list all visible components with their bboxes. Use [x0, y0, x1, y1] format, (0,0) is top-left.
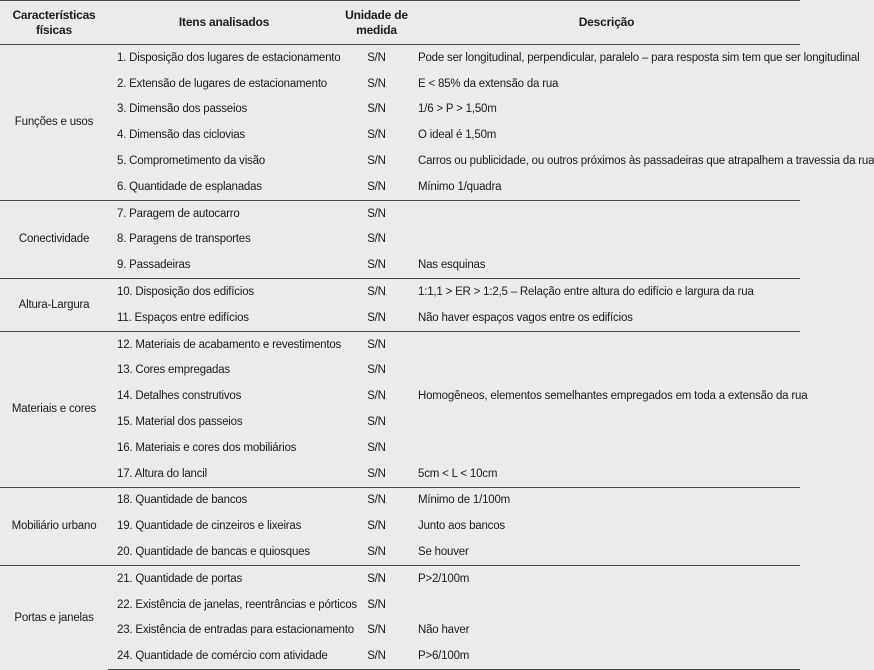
unit-cell: S/N — [340, 487, 413, 513]
description-cell: 1:1,1 > ER > 1:2,5 – Relação entre altura do edifício e largura da rua — [413, 279, 800, 305]
item-cell: 22. Existência de janelas, reentrâncias e pórticos — [117, 598, 357, 611]
table-row — [0, 71, 800, 97]
item-cell: 4. Dimensão das ciclovias — [117, 129, 245, 142]
table-row — [0, 643, 800, 669]
header-itens: Itens analisados — [108, 1, 340, 45]
unit-cell: S/N — [340, 331, 413, 357]
description-cell: Mínimo de 1/100m — [413, 487, 800, 513]
description-cell: Carros ou publicidade, ou outros próximos às passadeiras que atrapalhem a travessia da rua — [418, 155, 874, 168]
item-cell: 18. Quantidade de bancos — [108, 487, 340, 513]
unit-cell: S/N — [340, 565, 413, 591]
unit-cell: S/N — [367, 546, 386, 559]
unit-cell: S/N — [367, 598, 386, 611]
item-cell: 1. Disposição dos lugares de estacionamento — [108, 45, 340, 71]
table-row — [0, 174, 800, 200]
unit-cell: S/N — [340, 279, 413, 305]
table-row — [0, 252, 800, 278]
description-cell — [413, 331, 800, 357]
item-cell: 20. Quantidade de bancas e quiosques — [117, 546, 310, 559]
table-row — [0, 122, 800, 148]
description-cell: Junto aos bancos — [418, 520, 505, 533]
unit-cell: S/N — [367, 311, 386, 324]
item-cell: 12. Materiais de acabamento e revestimentos — [108, 331, 340, 357]
unit-cell: S/N — [367, 467, 386, 480]
description-cell: P>6/100m — [413, 643, 800, 669]
item-cell: 21. Quantidade de portas — [108, 565, 340, 591]
table-row — [0, 487, 800, 513]
category-cell: Mobiliário urbano — [0, 487, 108, 565]
unit-cell: S/N — [367, 441, 386, 454]
table-row — [0, 565, 800, 591]
unit-cell: S/N — [367, 77, 386, 90]
item-cell: 15. Material dos passeios — [117, 416, 243, 429]
unit-cell: S/N — [340, 643, 413, 669]
header-row — [0, 1, 800, 45]
table-row — [0, 618, 800, 644]
table-row — [0, 539, 800, 565]
table-row — [0, 513, 800, 539]
table-row — [0, 227, 800, 253]
item-cell: 17. Altura do lancil — [117, 467, 207, 480]
table-row — [0, 97, 800, 123]
item-cell: 7. Paragem de autocarro — [108, 200, 340, 226]
category-cell: Altura-Largura — [0, 279, 108, 332]
description-cell: E < 85% da extensão da rua — [418, 77, 559, 90]
description-cell: P>2/100m — [413, 565, 800, 591]
description-cell: Nas esquinas — [418, 259, 486, 272]
unit-cell: S/N — [367, 416, 386, 429]
table-row — [0, 592, 800, 618]
unit-cell: S/N — [367, 155, 386, 168]
unit-cell: S/N — [367, 233, 386, 246]
table-row — [0, 409, 800, 435]
item-cell: 23. Existência de entradas para estacionamento — [117, 624, 354, 637]
item-cell: 6. Quantidade de esplanadas — [117, 180, 262, 193]
table-row — [0, 279, 800, 305]
description-cell: Se houver — [418, 546, 469, 559]
description-cell: 1/6 > P > 1,50m — [418, 103, 497, 116]
item-cell: 3. Dimensão dos passeios — [117, 103, 248, 116]
table-row — [0, 305, 800, 331]
category-cell: Conectividade — [0, 200, 108, 278]
item-cell: 14. Detalhes construtivos — [117, 390, 242, 403]
description-cell: 5cm < L < 10cm — [418, 467, 498, 480]
unit-cell: S/N — [367, 103, 386, 116]
category-cell: Funções e usos — [0, 45, 108, 201]
header-unidade: Unidade de medida — [340, 1, 413, 45]
unit-cell: S/N — [367, 390, 386, 403]
table-row — [0, 200, 800, 226]
description-cell — [413, 409, 800, 435]
description-cell: Pode ser longitudinal, perpendicular, paralelo – para resposta sim tem que ser longitudinal — [413, 45, 800, 71]
description-cell — [413, 358, 800, 384]
description-cell: Não haver espaços vagos entre os edifícios — [418, 311, 633, 324]
table-row — [0, 358, 800, 384]
category-cell: Materiais e cores — [0, 331, 108, 487]
item-cell: 11. Espaços entre edifícios — [117, 311, 249, 324]
unit-cell: S/N — [367, 259, 386, 272]
item-cell: 9. Passadeiras — [117, 259, 191, 272]
item-cell: 13. Cores empregadas — [117, 364, 230, 377]
table-row — [0, 148, 800, 174]
unit-cell: S/N — [367, 520, 386, 533]
unit-cell: S/N — [340, 45, 413, 71]
description-cell — [413, 435, 800, 461]
item-cell: 10. Disposição dos edifícios — [108, 279, 340, 305]
description-cell — [413, 200, 800, 226]
category-cell: Portas e janelas — [0, 565, 108, 669]
unit-cell: S/N — [367, 180, 386, 193]
description-cell: O ideal é 1,50m — [418, 129, 497, 142]
unit-cell: S/N — [367, 624, 386, 637]
description-cell: Homogêneos, elementos semelhantes empregados em toda a extensão da rua — [418, 390, 808, 403]
item-cell: 19. Quantidade de cinzeiros e lixeiras — [117, 520, 302, 533]
item-cell: 24. Quantidade de comércio com atividade — [108, 643, 340, 669]
description-cell: Mínimo 1/quadra — [418, 180, 502, 193]
header-descricao: Descrição — [413, 1, 800, 45]
unit-cell: S/N — [367, 129, 386, 142]
item-cell: 5. Comprometimento da visão — [117, 155, 266, 168]
description-cell — [413, 227, 800, 253]
item-cell: 16. Materiais e cores dos mobiliários — [117, 441, 297, 454]
table-row — [0, 45, 800, 71]
table-row — [0, 383, 800, 409]
item-cell: 8. Paragens de transportes — [117, 233, 251, 246]
table-row — [0, 331, 800, 357]
table-row — [0, 461, 800, 487]
header-caracteristicas: Características físicas — [0, 1, 108, 45]
unit-cell: S/N — [367, 364, 386, 377]
table-body — [0, 45, 874, 670]
item-cell: 2. Extensão de lugares de estacionamento — [117, 77, 328, 90]
description-cell — [413, 592, 800, 618]
description-cell: Não haver — [418, 624, 470, 637]
table-row — [0, 435, 800, 461]
unit-cell: S/N — [340, 200, 413, 226]
